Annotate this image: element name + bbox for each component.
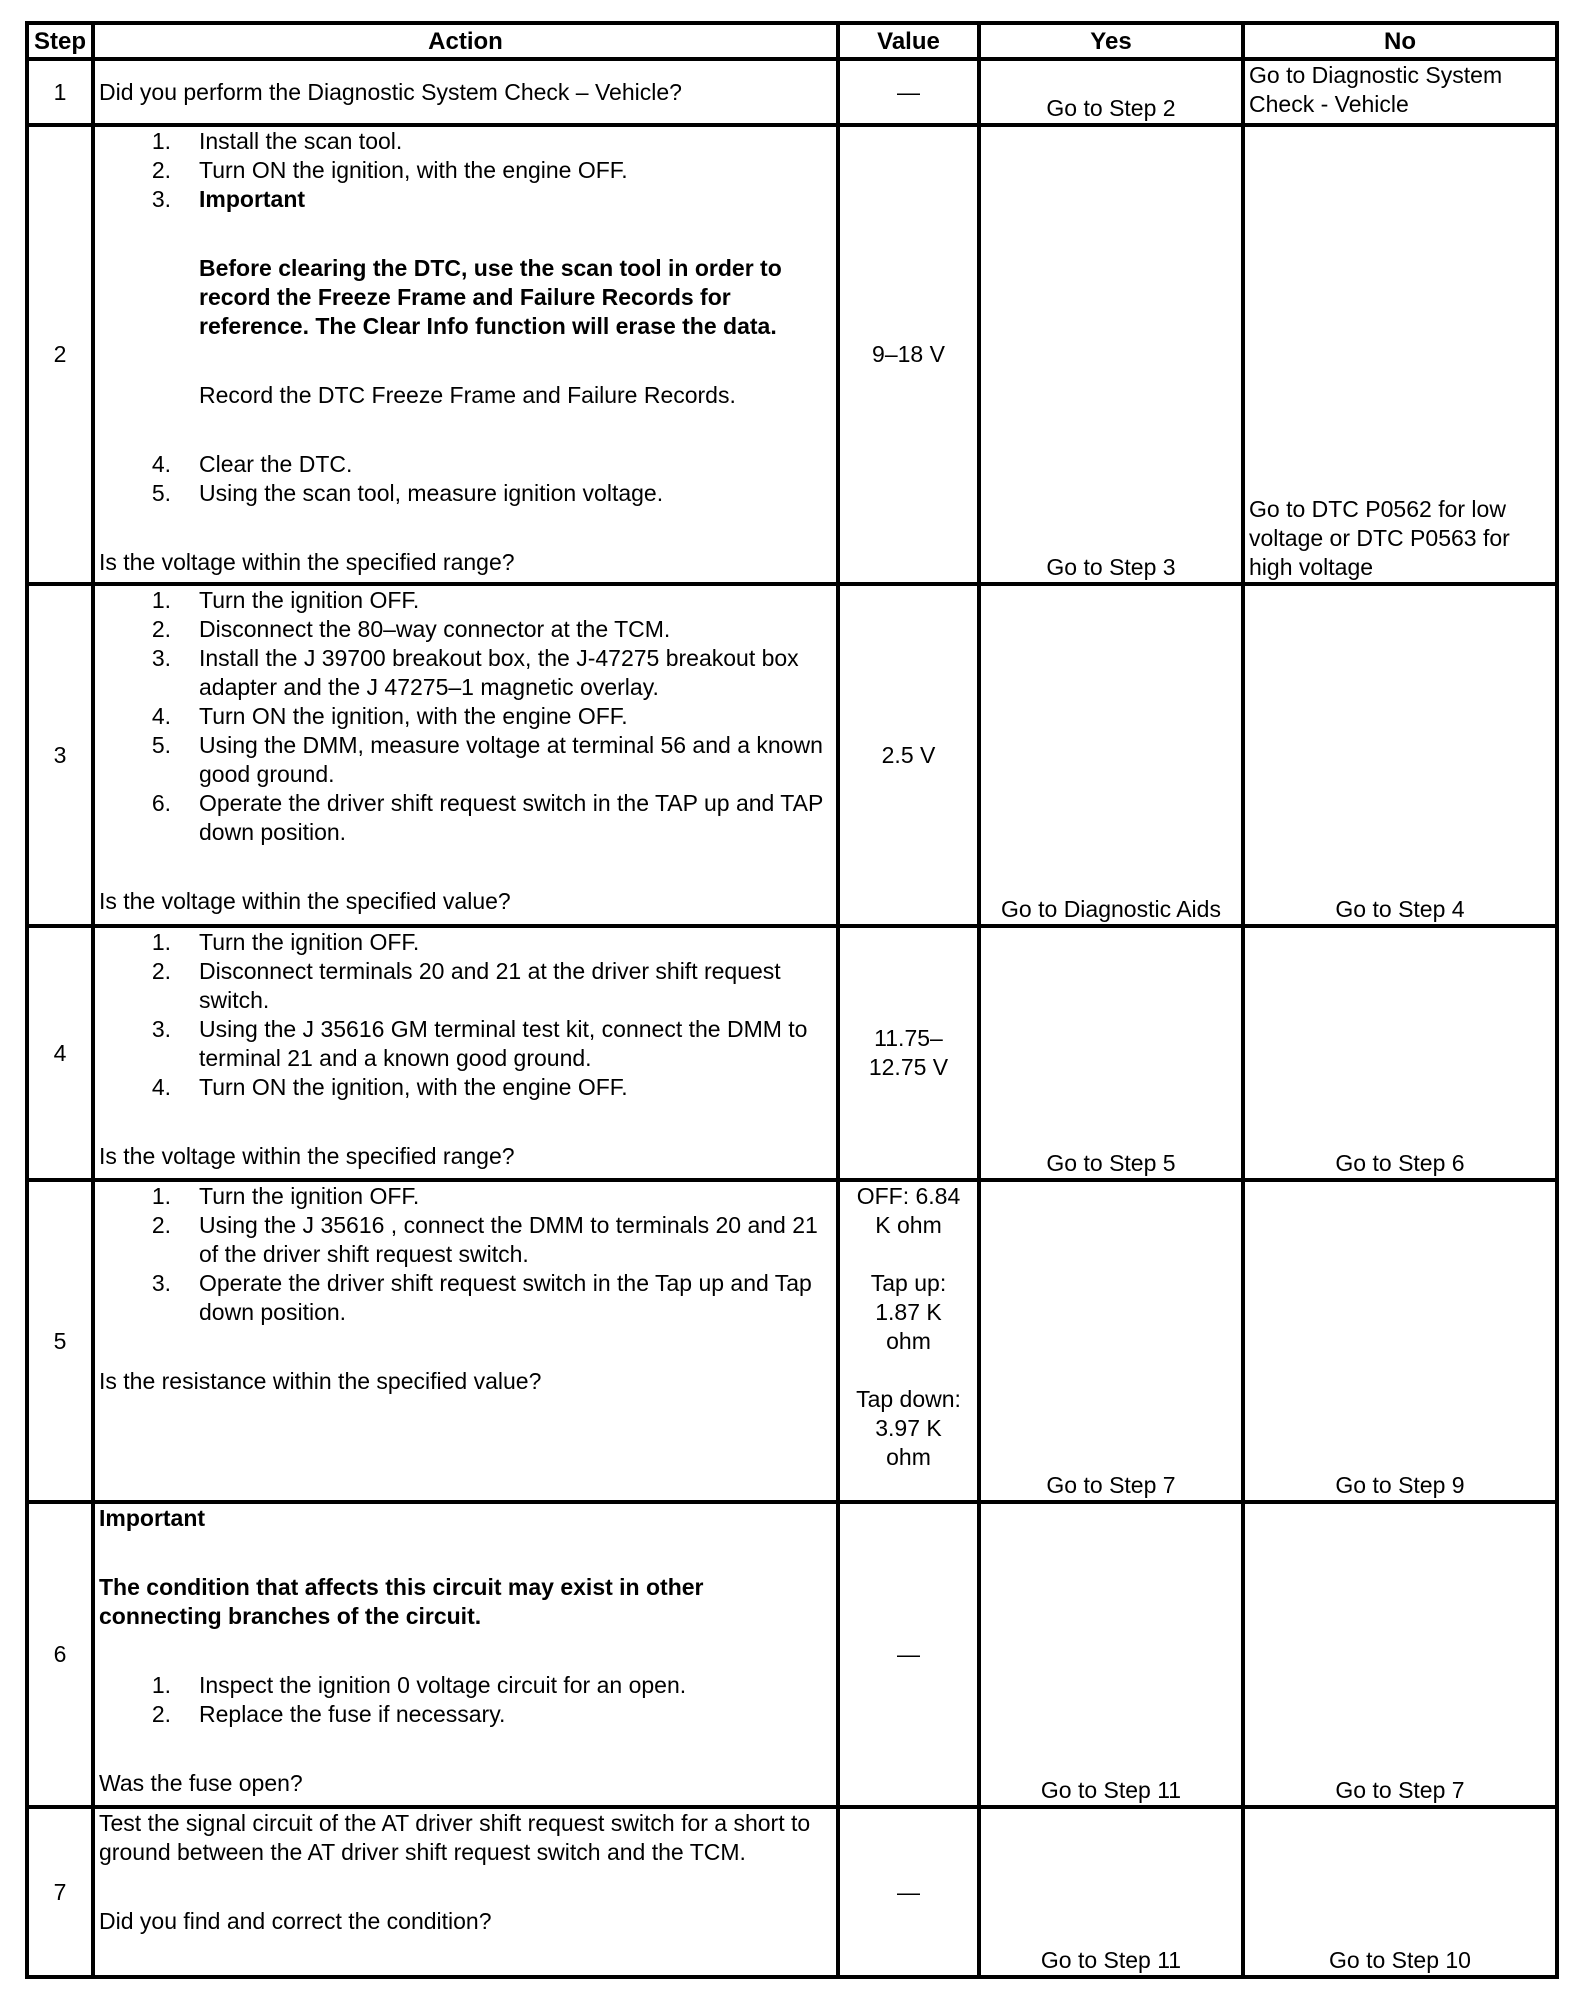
- list-item: 5. Using the scan tool, measure ignition voltage.: [151, 480, 664, 506]
- list-item: 1. Inspect the ignition 0 voltage circuit for an open.: [151, 1672, 687, 1698]
- yes-cell: Go to Step 11: [979, 1502, 1243, 1807]
- table-row: [27, 926, 1557, 1180]
- diagnostic-table: [25, 21, 1559, 1979]
- no-cell: Go to Diagnostic System Check - Vehicle: [1243, 59, 1557, 125]
- action-cell: [93, 1807, 838, 1977]
- action-cell: [93, 584, 838, 926]
- yes-cell: Go to Step 3: [979, 125, 1243, 584]
- list-item: 3. Install the J 39700 breakout box, the J-47275 breakout box adapter and the J 47275–1 magnetic overlay.: [151, 645, 799, 700]
- list-item: 6. Operate the driver shift request switch in the TAP up and TAP down position.: [151, 790, 823, 845]
- list-item: 2. Disconnect terminals 20 and 21 at the driver shift request switch.: [151, 958, 781, 1013]
- note-text: Record the DTC Freeze Frame and Failure Records.: [199, 382, 736, 408]
- table-row: [27, 59, 1557, 125]
- header-no: No: [1243, 23, 1557, 59]
- no-cell: Go to Step 4: [1243, 584, 1557, 926]
- action-steps-continued: [99, 450, 832, 508]
- no-cell: Go to Step 9: [1243, 1180, 1557, 1502]
- step-number: 5: [27, 1180, 93, 1502]
- action-question: Is the resistance within the specified value?: [99, 1368, 542, 1394]
- list-item: 1. Turn the ignition OFF.: [151, 1183, 420, 1209]
- value-off: OFF: 6.84 K ohm: [856, 1183, 961, 1238]
- list-item: 1. Turn the ignition OFF.: [151, 587, 420, 613]
- action-cell: [93, 1180, 838, 1502]
- action-steps: [99, 1671, 832, 1729]
- list-item: 3. Using the J 35616 GM terminal test kit, connect the DMM to terminal 21 and a known good ground.: [151, 1016, 808, 1071]
- action-question: Was the fuse open?: [99, 1770, 303, 1796]
- list-item: 2. Disconnect the 80–way connector at the TCM.: [151, 616, 671, 642]
- action-cell: [93, 1502, 838, 1807]
- yes-cell: Go to Step 7: [979, 1180, 1243, 1502]
- value-tap-up: Tap up: 1.87 K ohm: [870, 1270, 947, 1354]
- table-row: [27, 1502, 1557, 1807]
- list-item: 3. Important: [151, 186, 306, 212]
- value-cell: [838, 1180, 979, 1502]
- list-item: 2. Replace the fuse if necessary.: [151, 1701, 506, 1727]
- step-number: 3: [27, 584, 93, 926]
- no-cell: Go to Step 10: [1243, 1807, 1557, 1977]
- action-question: Is the voltage within the specified value?: [99, 888, 511, 914]
- list-item: 2. Using the J 35616 , connect the DMM to terminals 20 and 21 of the driver shift request switch.: [151, 1212, 818, 1267]
- header-action: Action: [93, 23, 838, 59]
- header-value: Value: [838, 23, 979, 59]
- step-number: 4: [27, 926, 93, 1180]
- list-item: 4. Turn ON the ignition, with the engine OFF.: [151, 703, 628, 729]
- list-item: 2. Turn ON the ignition, with the engine OFF.: [151, 157, 628, 183]
- action-steps: [99, 127, 832, 214]
- action-question: Did you perform the Diagnostic System Check – Vehicle?: [99, 78, 682, 105]
- step-number: 1: [27, 59, 93, 125]
- important-text: Before clearing the DTC, use the scan tool in order to record the Freeze Frame and Failure Records for reference. The Clear Info function will erase the data.: [199, 255, 782, 339]
- table-row: [27, 1807, 1557, 1977]
- header-row: [27, 23, 1557, 59]
- value-cell: —: [838, 1807, 979, 1977]
- action-steps: [99, 928, 832, 1102]
- yes-cell: Go to Step 5: [979, 926, 1243, 1180]
- value-cell: —: [838, 59, 979, 125]
- no-cell: Go to Step 7: [1243, 1502, 1557, 1807]
- step-number: 6: [27, 1502, 93, 1807]
- action-question: Is the voltage within the specified range?: [99, 549, 515, 575]
- action-steps: [99, 586, 832, 847]
- action-cell: [93, 926, 838, 1180]
- header-step: Step: [27, 23, 93, 59]
- action-question: Is the voltage within the specified range?: [99, 1143, 515, 1169]
- action-text: Test the signal circuit of the AT driver shift request switch for a short to ground between the AT driver shift request switch and the TCM.: [99, 1810, 811, 1865]
- list-item: 5. Using the DMM, measure voltage at terminal 56 and a known good ground.: [151, 732, 823, 787]
- list-item: 1. Turn the ignition OFF.: [151, 929, 420, 955]
- value-tap-down: Tap down: 3.97 K ohm: [856, 1386, 961, 1470]
- action-cell: [93, 59, 838, 125]
- no-cell: Go to Step 6: [1243, 926, 1557, 1180]
- important-text: The condition that affects this circuit may exist in other connecting branches of the circuit.: [99, 1574, 704, 1629]
- action-question: Did you find and correct the condition?: [99, 1908, 492, 1934]
- important-heading: Important: [99, 1505, 206, 1531]
- list-item: 3. Operate the driver shift request switch in the Tap up and Tap down position.: [151, 1270, 812, 1325]
- list-item: 4. Clear the DTC.: [151, 451, 353, 477]
- header-yes: Yes: [979, 23, 1243, 59]
- action-cell: [93, 125, 838, 584]
- table-row: [27, 125, 1557, 584]
- value-cell: 9–18 V: [838, 125, 979, 584]
- yes-cell: Go to Step 11: [979, 1807, 1243, 1977]
- yes-cell: Go to Step 2: [979, 59, 1243, 125]
- list-item: 4. Turn ON the ignition, with the engine OFF.: [151, 1074, 628, 1100]
- no-cell: Go to DTC P0562 for low voltage or DTC P0563 for high voltage: [1243, 125, 1557, 584]
- value-cell: 11.75– 12.75 V: [838, 926, 979, 1180]
- list-item: 1. Install the scan tool.: [151, 128, 403, 154]
- value-cell: —: [838, 1502, 979, 1807]
- yes-cell: Go to Diagnostic Aids: [979, 584, 1243, 926]
- action-steps: [99, 1182, 832, 1327]
- step-number: 7: [27, 1807, 93, 1977]
- table-row: [27, 584, 1557, 926]
- table-row: [27, 1180, 1557, 1502]
- value-cell: 2.5 V: [838, 584, 979, 926]
- step-number: 2: [27, 125, 93, 584]
